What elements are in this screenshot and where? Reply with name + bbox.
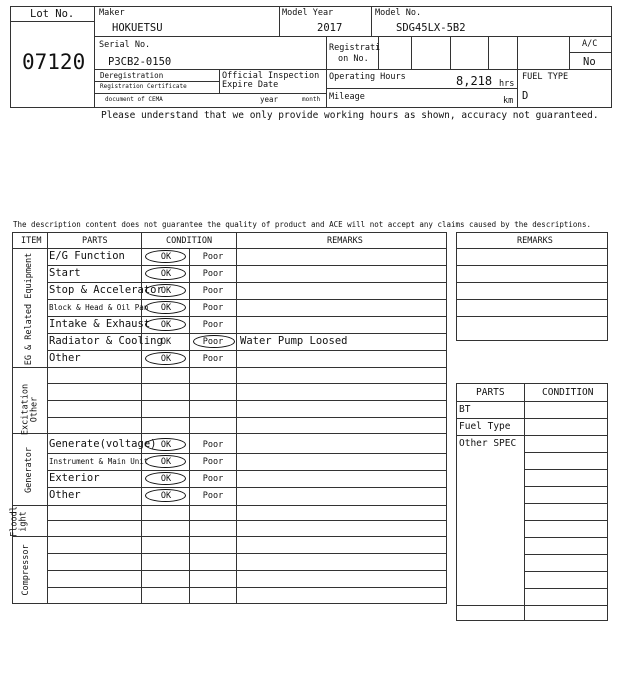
row-line bbox=[47, 400, 447, 401]
eg-selection-circle bbox=[193, 335, 235, 348]
col-condition-header: CONDITION bbox=[166, 236, 213, 246]
gen-poor-option[interactable]: Poor bbox=[202, 474, 224, 484]
section-line bbox=[12, 433, 447, 434]
spec-row-other-spec: Other SPEC bbox=[459, 438, 517, 449]
spec-row-bt: BT bbox=[459, 404, 471, 415]
ac-label: A/C bbox=[582, 39, 598, 49]
fuel-type-label: FUEL TYPE bbox=[522, 72, 569, 82]
registration-label-2: on No. bbox=[338, 54, 369, 64]
eg-poor-option[interactable]: Poor bbox=[202, 286, 224, 296]
section-line bbox=[12, 367, 447, 368]
eg-selection-circle bbox=[145, 318, 186, 331]
row-line bbox=[47, 520, 447, 521]
eg-poor-option[interactable]: Poor bbox=[202, 354, 224, 364]
operating-hours-label: Operating Hours bbox=[329, 72, 406, 82]
eg-selection-circle bbox=[145, 284, 186, 297]
row-line bbox=[456, 605, 608, 606]
col-divider bbox=[47, 232, 48, 604]
row-line bbox=[524, 520, 608, 521]
gen-poor-option[interactable]: Poor bbox=[202, 457, 224, 467]
maker-label: Maker bbox=[99, 8, 125, 18]
spec-row-fuel-type: Fuel Type bbox=[459, 421, 511, 432]
eg-part-label: Block & Head & Oil Pan bbox=[49, 303, 149, 312]
eg-ok-option[interactable]: OK bbox=[160, 354, 172, 364]
row-line bbox=[524, 588, 608, 589]
eg-poor-option[interactable]: Poor bbox=[202, 337, 224, 347]
gen-poor-option[interactable]: Poor bbox=[202, 491, 224, 501]
row-line bbox=[456, 248, 608, 249]
spec-condition-header: CONDITION bbox=[542, 387, 594, 398]
lot-no-value: 07120 bbox=[22, 50, 86, 74]
row-line bbox=[524, 503, 608, 504]
row-line bbox=[12, 248, 447, 249]
registration-certificate-label: Registration Certificate bbox=[100, 83, 187, 90]
row-line bbox=[47, 470, 447, 471]
eg-part-label: E/G Function bbox=[49, 250, 125, 262]
section-excitation-label: Excitation bbox=[20, 383, 31, 436]
eg-selection-circle bbox=[145, 352, 186, 365]
row-line bbox=[524, 571, 608, 572]
ac-value: No bbox=[583, 56, 596, 68]
gen-ok-option[interactable]: OK bbox=[160, 491, 172, 501]
gen-part-label: Exterior bbox=[49, 472, 100, 484]
inspection-label-2: Expire Date bbox=[222, 80, 279, 90]
spec-parts-header: PARTS bbox=[476, 387, 505, 398]
eg-ok-option[interactable]: OK bbox=[160, 269, 172, 279]
row-line bbox=[47, 487, 447, 488]
row-line bbox=[47, 453, 447, 454]
eg-part-label: Start bbox=[49, 267, 81, 279]
divider bbox=[94, 69, 612, 70]
eg-remark: Water Pump Loosed bbox=[240, 335, 348, 347]
eg-part-label: Intake & Exhaust bbox=[49, 318, 151, 330]
col-parts-header: PARTS bbox=[82, 236, 108, 246]
serial-no-label: Serial No. bbox=[99, 40, 151, 50]
hrs-unit: hrs bbox=[499, 79, 515, 89]
row-line bbox=[47, 333, 447, 334]
eg-ok-option[interactable]: OK bbox=[160, 337, 172, 347]
mileage-label: Mileage bbox=[329, 92, 365, 102]
eg-selection-circle bbox=[145, 250, 186, 263]
row-line bbox=[524, 486, 608, 487]
row-line bbox=[524, 537, 608, 538]
inspection-label: Official Inspection bbox=[222, 71, 320, 81]
gen-poor-option[interactable]: Poor bbox=[202, 440, 224, 450]
gen-selection-circle bbox=[145, 455, 186, 468]
divider bbox=[94, 81, 219, 82]
section-line bbox=[12, 536, 447, 537]
model-no-value: SDG45LX-5B2 bbox=[396, 22, 466, 34]
eg-poor-option[interactable]: Poor bbox=[202, 269, 224, 279]
maker-value: HOKUETSU bbox=[112, 22, 163, 34]
row-line bbox=[524, 452, 608, 453]
row-line bbox=[456, 282, 608, 283]
model-year-value: 2017 bbox=[317, 22, 343, 34]
row-line bbox=[47, 350, 447, 351]
eg-ok-option[interactable]: OK bbox=[160, 320, 172, 330]
col-divider bbox=[236, 232, 237, 604]
km-unit: km bbox=[503, 96, 514, 106]
row-line bbox=[456, 299, 608, 300]
divider bbox=[94, 36, 612, 37]
fuel-type-value: D bbox=[522, 90, 529, 102]
divider bbox=[450, 36, 451, 69]
gen-selection-circle bbox=[145, 438, 186, 451]
eg-poor-option[interactable]: Poor bbox=[202, 303, 224, 313]
gen-selection-circle bbox=[145, 489, 186, 502]
col-divider bbox=[189, 248, 190, 604]
row-line bbox=[47, 383, 447, 384]
section-floodlight-label: Floodl bbox=[9, 506, 20, 537]
registration-label: Registrati bbox=[329, 43, 381, 53]
divider bbox=[10, 21, 94, 22]
disclaimer: The description content does not guarantee the quality of product and ACE will not accept any claims caused by the descriptions. bbox=[13, 220, 591, 229]
row-line bbox=[47, 570, 447, 571]
eg-part-label: Other bbox=[49, 352, 81, 364]
divider bbox=[371, 6, 372, 36]
operating-hours-value: 8,218 bbox=[456, 74, 493, 88]
row-line bbox=[456, 435, 608, 436]
row-line bbox=[47, 299, 447, 300]
row-line bbox=[47, 417, 447, 418]
row-line bbox=[47, 282, 447, 283]
year-label: year bbox=[260, 95, 279, 104]
row-line bbox=[456, 418, 608, 419]
section-excitation-label-2: Other bbox=[29, 396, 40, 423]
gen-ok-option[interactable]: OK bbox=[160, 457, 172, 467]
divider bbox=[411, 36, 412, 69]
divider bbox=[219, 69, 220, 93]
divider bbox=[569, 52, 612, 53]
divider bbox=[517, 36, 518, 108]
serial-no-value: P3CB2-0150 bbox=[108, 56, 172, 68]
eg-selection-circle bbox=[145, 301, 186, 314]
gen-part-label: Generate(voltage) bbox=[49, 438, 157, 450]
row-line bbox=[524, 554, 608, 555]
gen-part-label: Instrument & Main Unit bbox=[49, 457, 149, 466]
eg-part-label: Stop & Accelerator bbox=[49, 284, 163, 296]
gen-selection-circle bbox=[145, 472, 186, 485]
remarks-right-header: REMARKS bbox=[517, 236, 553, 246]
row-line bbox=[47, 553, 447, 554]
divider bbox=[279, 6, 280, 36]
row-line bbox=[47, 265, 447, 266]
row-line bbox=[456, 401, 608, 402]
eg-ok-option[interactable]: OK bbox=[160, 303, 172, 313]
section-generator-label: Generator bbox=[24, 446, 34, 494]
section-compressor-label: Compressor bbox=[21, 544, 31, 596]
eg-poor-option[interactable]: Poor bbox=[202, 320, 224, 330]
lot-no-label: Lot No. bbox=[30, 8, 75, 20]
section-eg-label: EG & Related Equipment bbox=[24, 252, 34, 366]
month-label: month bbox=[302, 96, 321, 103]
row-line bbox=[456, 316, 608, 317]
section-floodlight-label-2: ight bbox=[18, 511, 29, 532]
row-line bbox=[47, 316, 447, 317]
col-remarks-header: REMARKS bbox=[327, 236, 363, 246]
eg-selection-circle bbox=[145, 267, 186, 280]
eg-ok-option[interactable]: OK bbox=[160, 286, 172, 296]
hours-notice: Please understand that we only provide working hours as shown, accuracy not guaranteed. bbox=[101, 110, 599, 121]
divider bbox=[94, 93, 326, 94]
divider bbox=[326, 88, 517, 89]
eg-poor-option[interactable]: Poor bbox=[202, 252, 224, 262]
section-line bbox=[12, 505, 447, 506]
col-item-header: ITEM bbox=[21, 236, 42, 246]
cema-label: document of CEMA bbox=[105, 96, 163, 103]
row-line bbox=[524, 469, 608, 470]
eg-ok-option[interactable]: OK bbox=[160, 252, 172, 262]
row-line bbox=[456, 265, 608, 266]
gen-ok-option[interactable]: OK bbox=[160, 440, 172, 450]
deregistration-label: Deregistration bbox=[100, 71, 164, 80]
row-line bbox=[47, 587, 447, 588]
model-year-label: Model Year bbox=[282, 8, 334, 18]
divider bbox=[326, 36, 327, 108]
gen-ok-option[interactable]: OK bbox=[160, 474, 172, 484]
model-no-label: Model No. bbox=[375, 8, 422, 18]
eg-part-label: Radiator & Cooling bbox=[49, 335, 163, 347]
divider bbox=[488, 36, 489, 69]
gen-part-label: Other bbox=[49, 489, 81, 501]
